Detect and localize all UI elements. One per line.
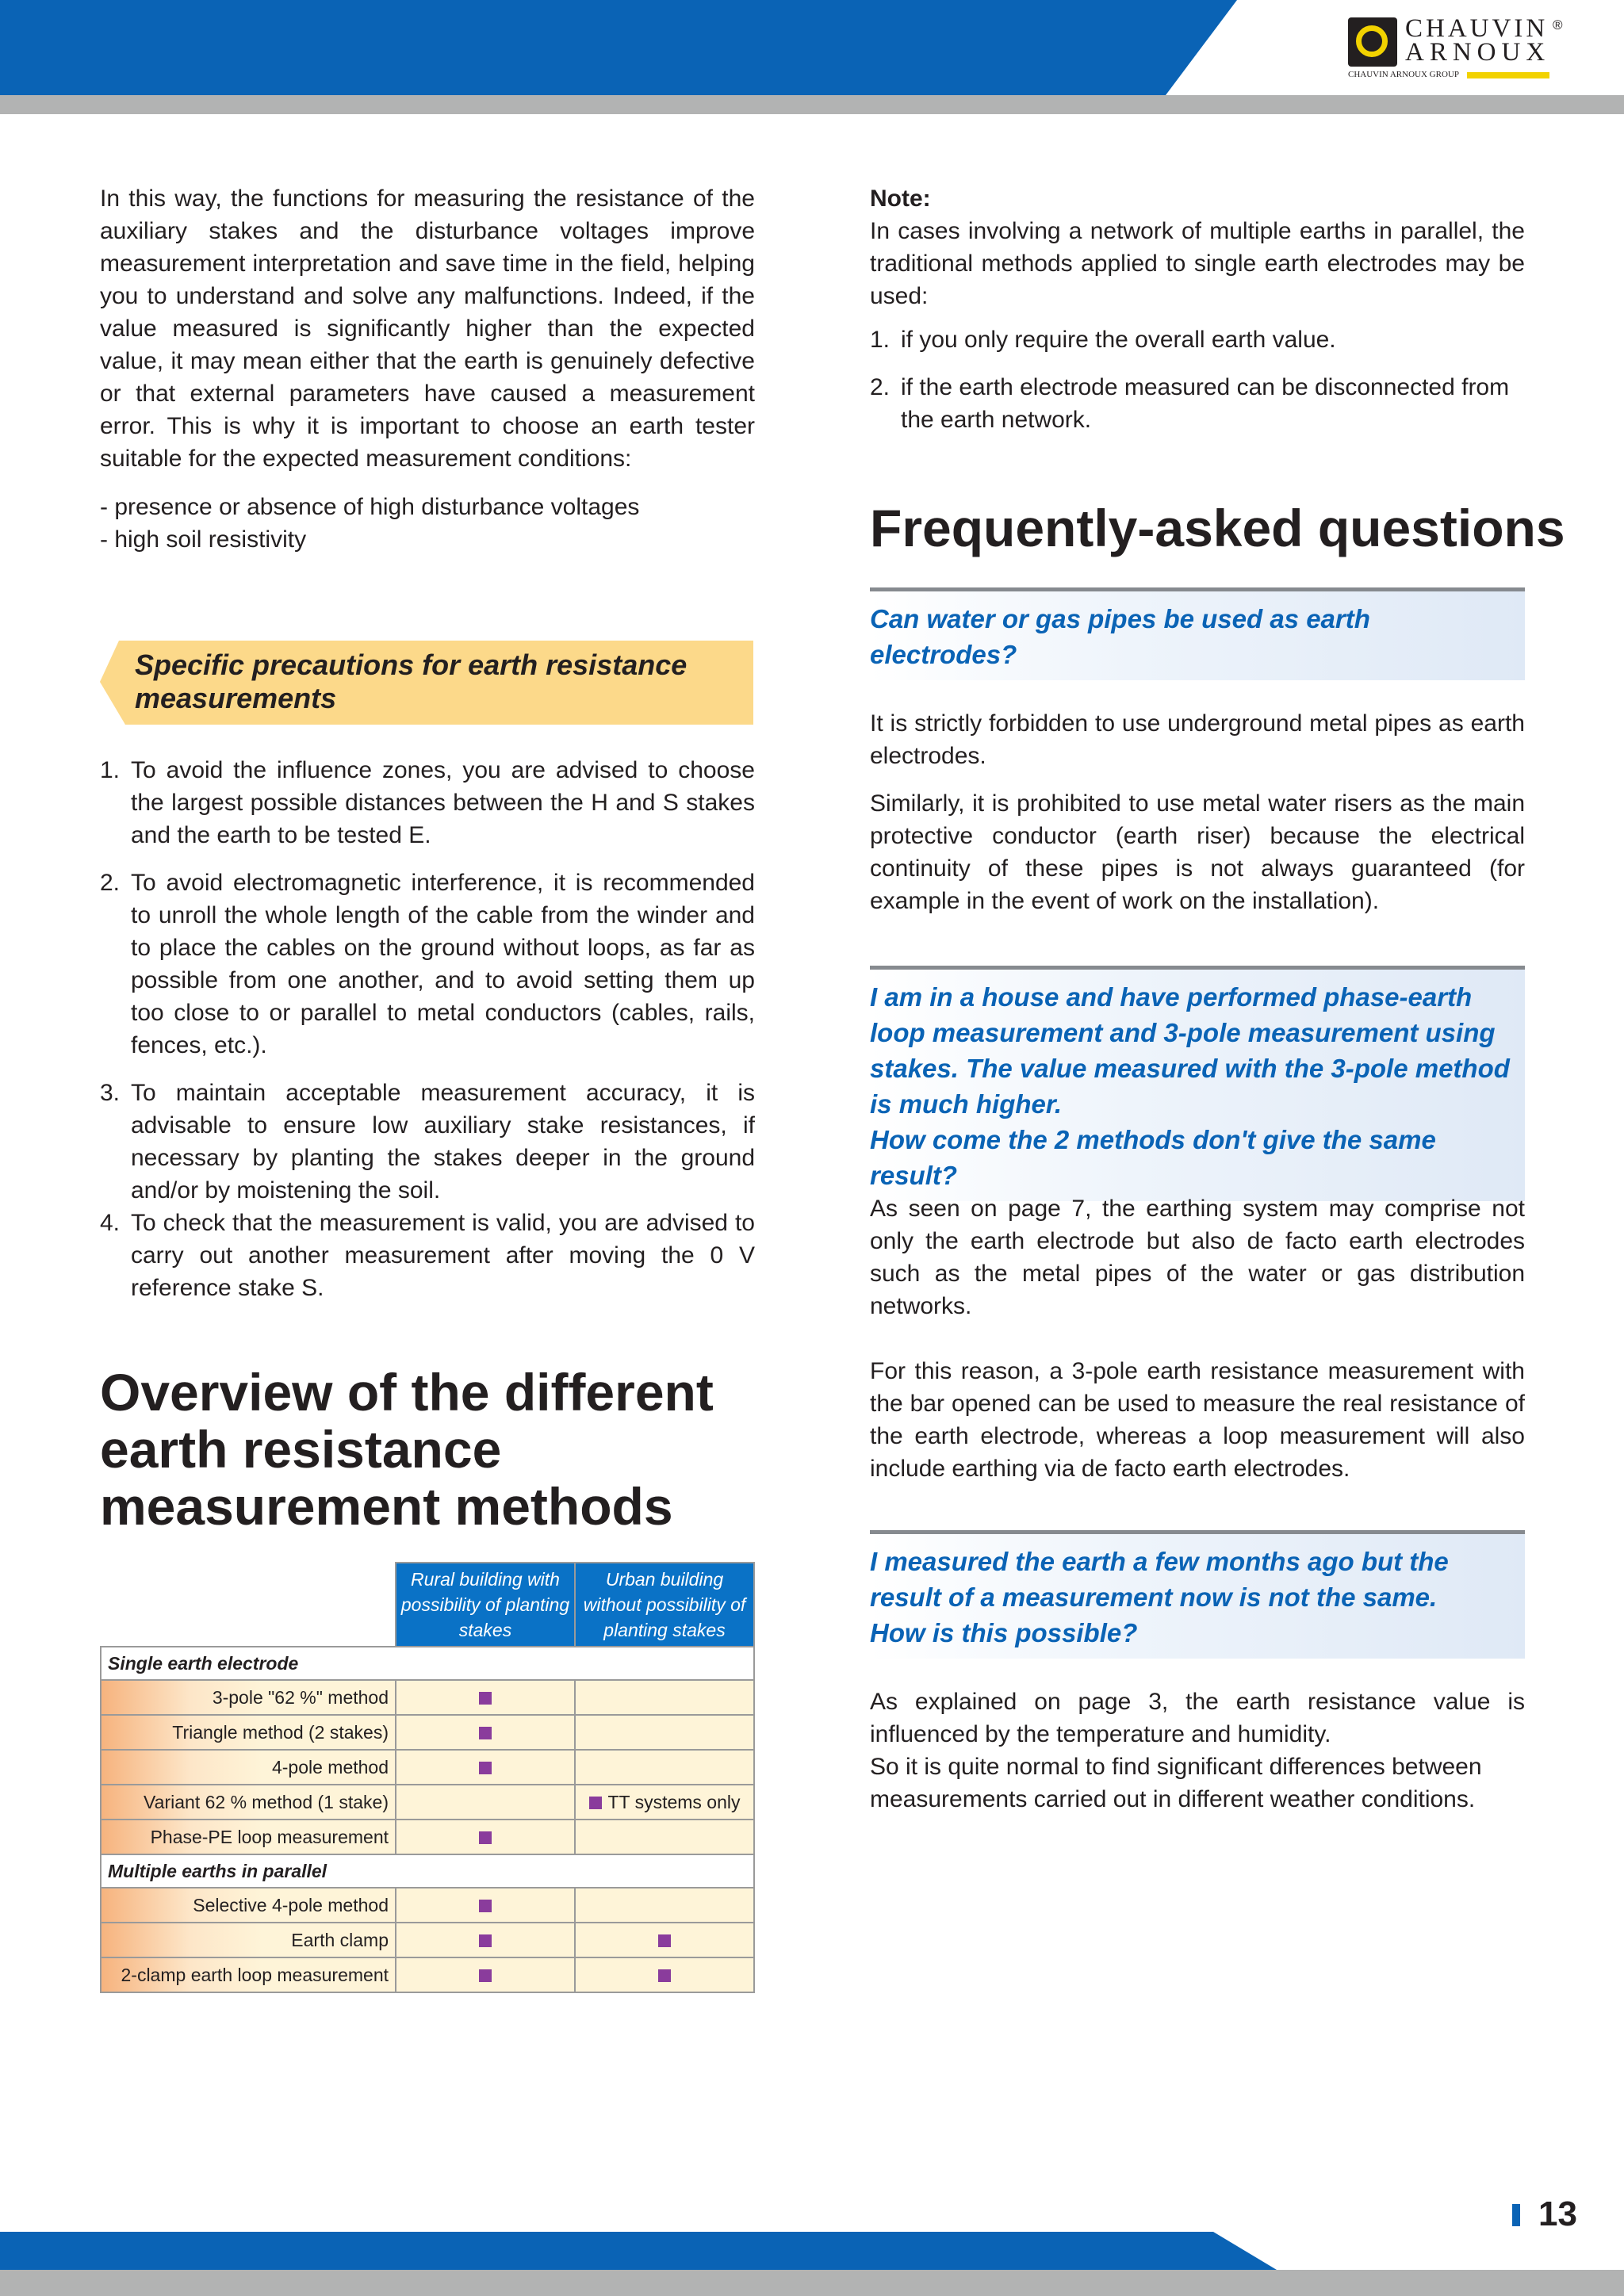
condition-item: - presence or absence of high disturbance voltages (100, 494, 640, 520)
urban-cell (575, 1888, 754, 1923)
rural-cell (396, 1750, 575, 1785)
availability-mark-icon (479, 1831, 492, 1844)
urban-cell (575, 1820, 754, 1854)
question-line: How is this possible? (870, 1618, 1138, 1647)
question-line: Can water or gas pipes be used as earth (870, 604, 1370, 633)
question-line: How come the 2 methods don't give the same result? (870, 1125, 1436, 1190)
list-item (100, 754, 755, 851)
rural-cell (396, 1957, 575, 1992)
header-stripe (0, 95, 1624, 114)
page-number: 13 (1538, 2195, 1577, 2233)
methods-table (100, 1562, 755, 1993)
item-text: To check that the measurement is valid, you are advised to carry out another measurement after moving the 0 V reference stake S. (131, 1210, 755, 1301)
precautions-list (100, 754, 755, 1304)
method-name: 3-pole "62 %" method (101, 1680, 396, 1715)
answer-paragraph: It is strictly forbidden to use underground metal pipes as earth electrodes. (870, 710, 1525, 769)
answer-paragraph: For this reason, a 3-pole earth resistance measurement with the bar opened can be used to measure the real resistance of the earth electrode, whereas a loop measurement will also include earthing via de facto earth electrodes. (870, 1358, 1525, 1482)
question-line: electrodes? (870, 640, 1017, 669)
question-line: I am in a house and have performed phase-earth (870, 982, 1473, 1012)
footer-banner (0, 2232, 1277, 2270)
availability-mark-icon (479, 1692, 492, 1705)
availability-mark-icon (658, 1934, 671, 1947)
item-text: To avoid the influence zones, you are advised to choose the largest possible distances between the H and S stakes and the earth to be tested E. (131, 757, 755, 848)
condition-item: - high soil resistivity (100, 526, 307, 553)
availability-mark-icon (658, 1969, 671, 1982)
table-row (101, 1923, 754, 1957)
question-line: result of a measurement now is not the same. (870, 1582, 1438, 1612)
rural-cell (396, 1680, 575, 1715)
urban-cell (575, 1785, 754, 1820)
list-item (100, 1207, 755, 1304)
column-header-urban: Urban building without possibility of planting stakes (575, 1563, 754, 1647)
item-text: if you only require the overall earth value. (901, 327, 1336, 353)
faq-answer (870, 1192, 1525, 1485)
logo-mark-icon (1348, 17, 1397, 67)
item-number: 1. (100, 757, 121, 783)
list-item (100, 867, 755, 1062)
rural-cell (396, 1888, 575, 1923)
note-label: Note: (870, 186, 931, 212)
table-row (101, 1680, 754, 1715)
faq-answer (870, 707, 1525, 917)
availability-mark-icon (589, 1797, 602, 1809)
availability-mark-icon (479, 1900, 492, 1912)
availability-mark-icon (479, 1762, 492, 1774)
availability-mark-icon (479, 1969, 492, 1982)
availability-mark-icon (479, 1727, 492, 1739)
method-name: Earth clamp (101, 1923, 396, 1957)
list-item (870, 371, 1525, 436)
faq-question (870, 966, 1525, 1201)
faq-question (870, 587, 1525, 680)
note-block (870, 182, 1525, 436)
faq-answer (870, 1686, 1525, 1816)
question-line: is much higher. (870, 1089, 1063, 1119)
overview-title: Overview of the different earth resistance measurement methods (100, 1363, 714, 1536)
precautions-title: Specific precautions for earth resistance measurements (135, 649, 688, 714)
urban-cell (575, 1923, 754, 1957)
page-marker (1512, 2204, 1520, 2226)
table-header-row (101, 1563, 754, 1647)
answer-paragraph: Similarly, it is prohibited to use metal water risers as the main protective conductor (earth riser) because the electrical continuity of these pipes is not always guaranteed (for example in the event of work on the installation). (870, 790, 1525, 914)
logo-yellow-bar (1467, 72, 1549, 78)
item-number: 4. (100, 1210, 121, 1236)
table-row (101, 1785, 754, 1820)
question-line: loop measurement and 3-pole measurement using (870, 1018, 1496, 1047)
group-label: Multiple earths in parallel (101, 1854, 754, 1888)
answer-paragraph: As explained on page 3, the earth resistance value is influenced by the temperature and humidity. (870, 1689, 1525, 1747)
urban-cell (575, 1715, 754, 1750)
rural-cell (396, 1715, 575, 1750)
faq-title: Frequently-asked questions (870, 499, 1565, 557)
table-group-row (101, 1854, 754, 1888)
table-group-row (101, 1647, 754, 1680)
faq-question (870, 1530, 1525, 1659)
rural-cell (396, 1785, 575, 1820)
item-text: To maintain acceptable measurement accuracy, it is advisable to ensure low auxiliary stake resistances, if necessary by planting the stakes deeper in the ground and/or by moistening the soil. (131, 1080, 755, 1203)
brand-line2: ARNOUX (1405, 38, 1551, 67)
question-line: stakes. The value measured with the 3-pole method (870, 1054, 1510, 1083)
answer-paragraph: As seen on page 7, the earthing system may comprise not only the earth electrode but also de facto earth electrodes such as the metal pipes of the water or gas distribution networks. (870, 1196, 1525, 1319)
method-name: Phase-PE loop measurement (101, 1820, 396, 1854)
method-name: Triangle method (2 stakes) (101, 1715, 396, 1750)
availability-note: TT systems only (607, 1792, 741, 1813)
brand-group: CHAUVIN ARNOUX GROUP (1348, 70, 1459, 79)
table-row (101, 1888, 754, 1923)
rural-cell (396, 1923, 575, 1957)
answer-paragraph: So it is quite normal to find significant differences between measurements carried out in different weather conditions. (870, 1754, 1482, 1812)
urban-cell (575, 1680, 754, 1715)
method-name: Variant 62 % method (1 stake) (101, 1785, 396, 1820)
availability-mark-icon (479, 1934, 492, 1947)
intro-block (100, 182, 755, 556)
table-corner (101, 1563, 396, 1647)
urban-cell (575, 1750, 754, 1785)
method-name: 2-clamp earth loop measurement (101, 1957, 396, 1992)
item-number: 2. (870, 374, 891, 400)
urban-cell (575, 1957, 754, 1992)
footer-stripe (0, 2270, 1624, 2296)
method-name: 4-pole method (101, 1750, 396, 1785)
header-banner (0, 0, 1237, 95)
table-row (101, 1820, 754, 1854)
brand-logo (1348, 14, 1563, 81)
table-row (101, 1750, 754, 1785)
item-text: To avoid electromagnetic interference, it is recommended to unroll the whole length of the cable from the winder and to place the cables on the ground without loops, as far as possible from one another, and to avoid setting them up too close to or parallel to metal conductors (cables, rails, fences, etc.). (131, 870, 755, 1058)
column-header-rural: Rural building with possibility of planting stakes (396, 1563, 575, 1647)
intro-paragraph: In this way, the functions for measuring the resistance of the auxiliary stakes and the disturbance voltages improve measurement interpretation and save time in the field, helping you to understand and solve any malfunctions. Indeed, if the value measured is significantly higher than the expected value, it may mean either that the earth is genuinely defective or that external parameters have caused a measurement error. This is why it is important to choose an earth tester suitable for the expected measurement conditions: (100, 186, 755, 472)
item-number: 1. (870, 327, 891, 353)
brand-line1: CHAUVIN (1405, 14, 1549, 43)
rural-cell (396, 1820, 575, 1854)
list-item (870, 323, 1525, 356)
item-number: 2. (100, 870, 121, 896)
question-line: I measured the earth a few months ago but the (870, 1547, 1449, 1576)
group-label: Single earth electrode (101, 1647, 754, 1680)
note-text: In cases involving a network of multiple earths in parallel, the traditional methods applied to single earth electrodes may be used: (870, 218, 1525, 309)
table-row (101, 1957, 754, 1992)
item-text: if the earth electrode measured can be disconnected from the earth network. (901, 374, 1510, 433)
list-item (100, 1077, 755, 1207)
item-number: 3. (100, 1080, 121, 1106)
table-row (101, 1715, 754, 1750)
registered-mark: ® (1553, 17, 1563, 33)
method-name: Selective 4-pole method (101, 1888, 396, 1923)
